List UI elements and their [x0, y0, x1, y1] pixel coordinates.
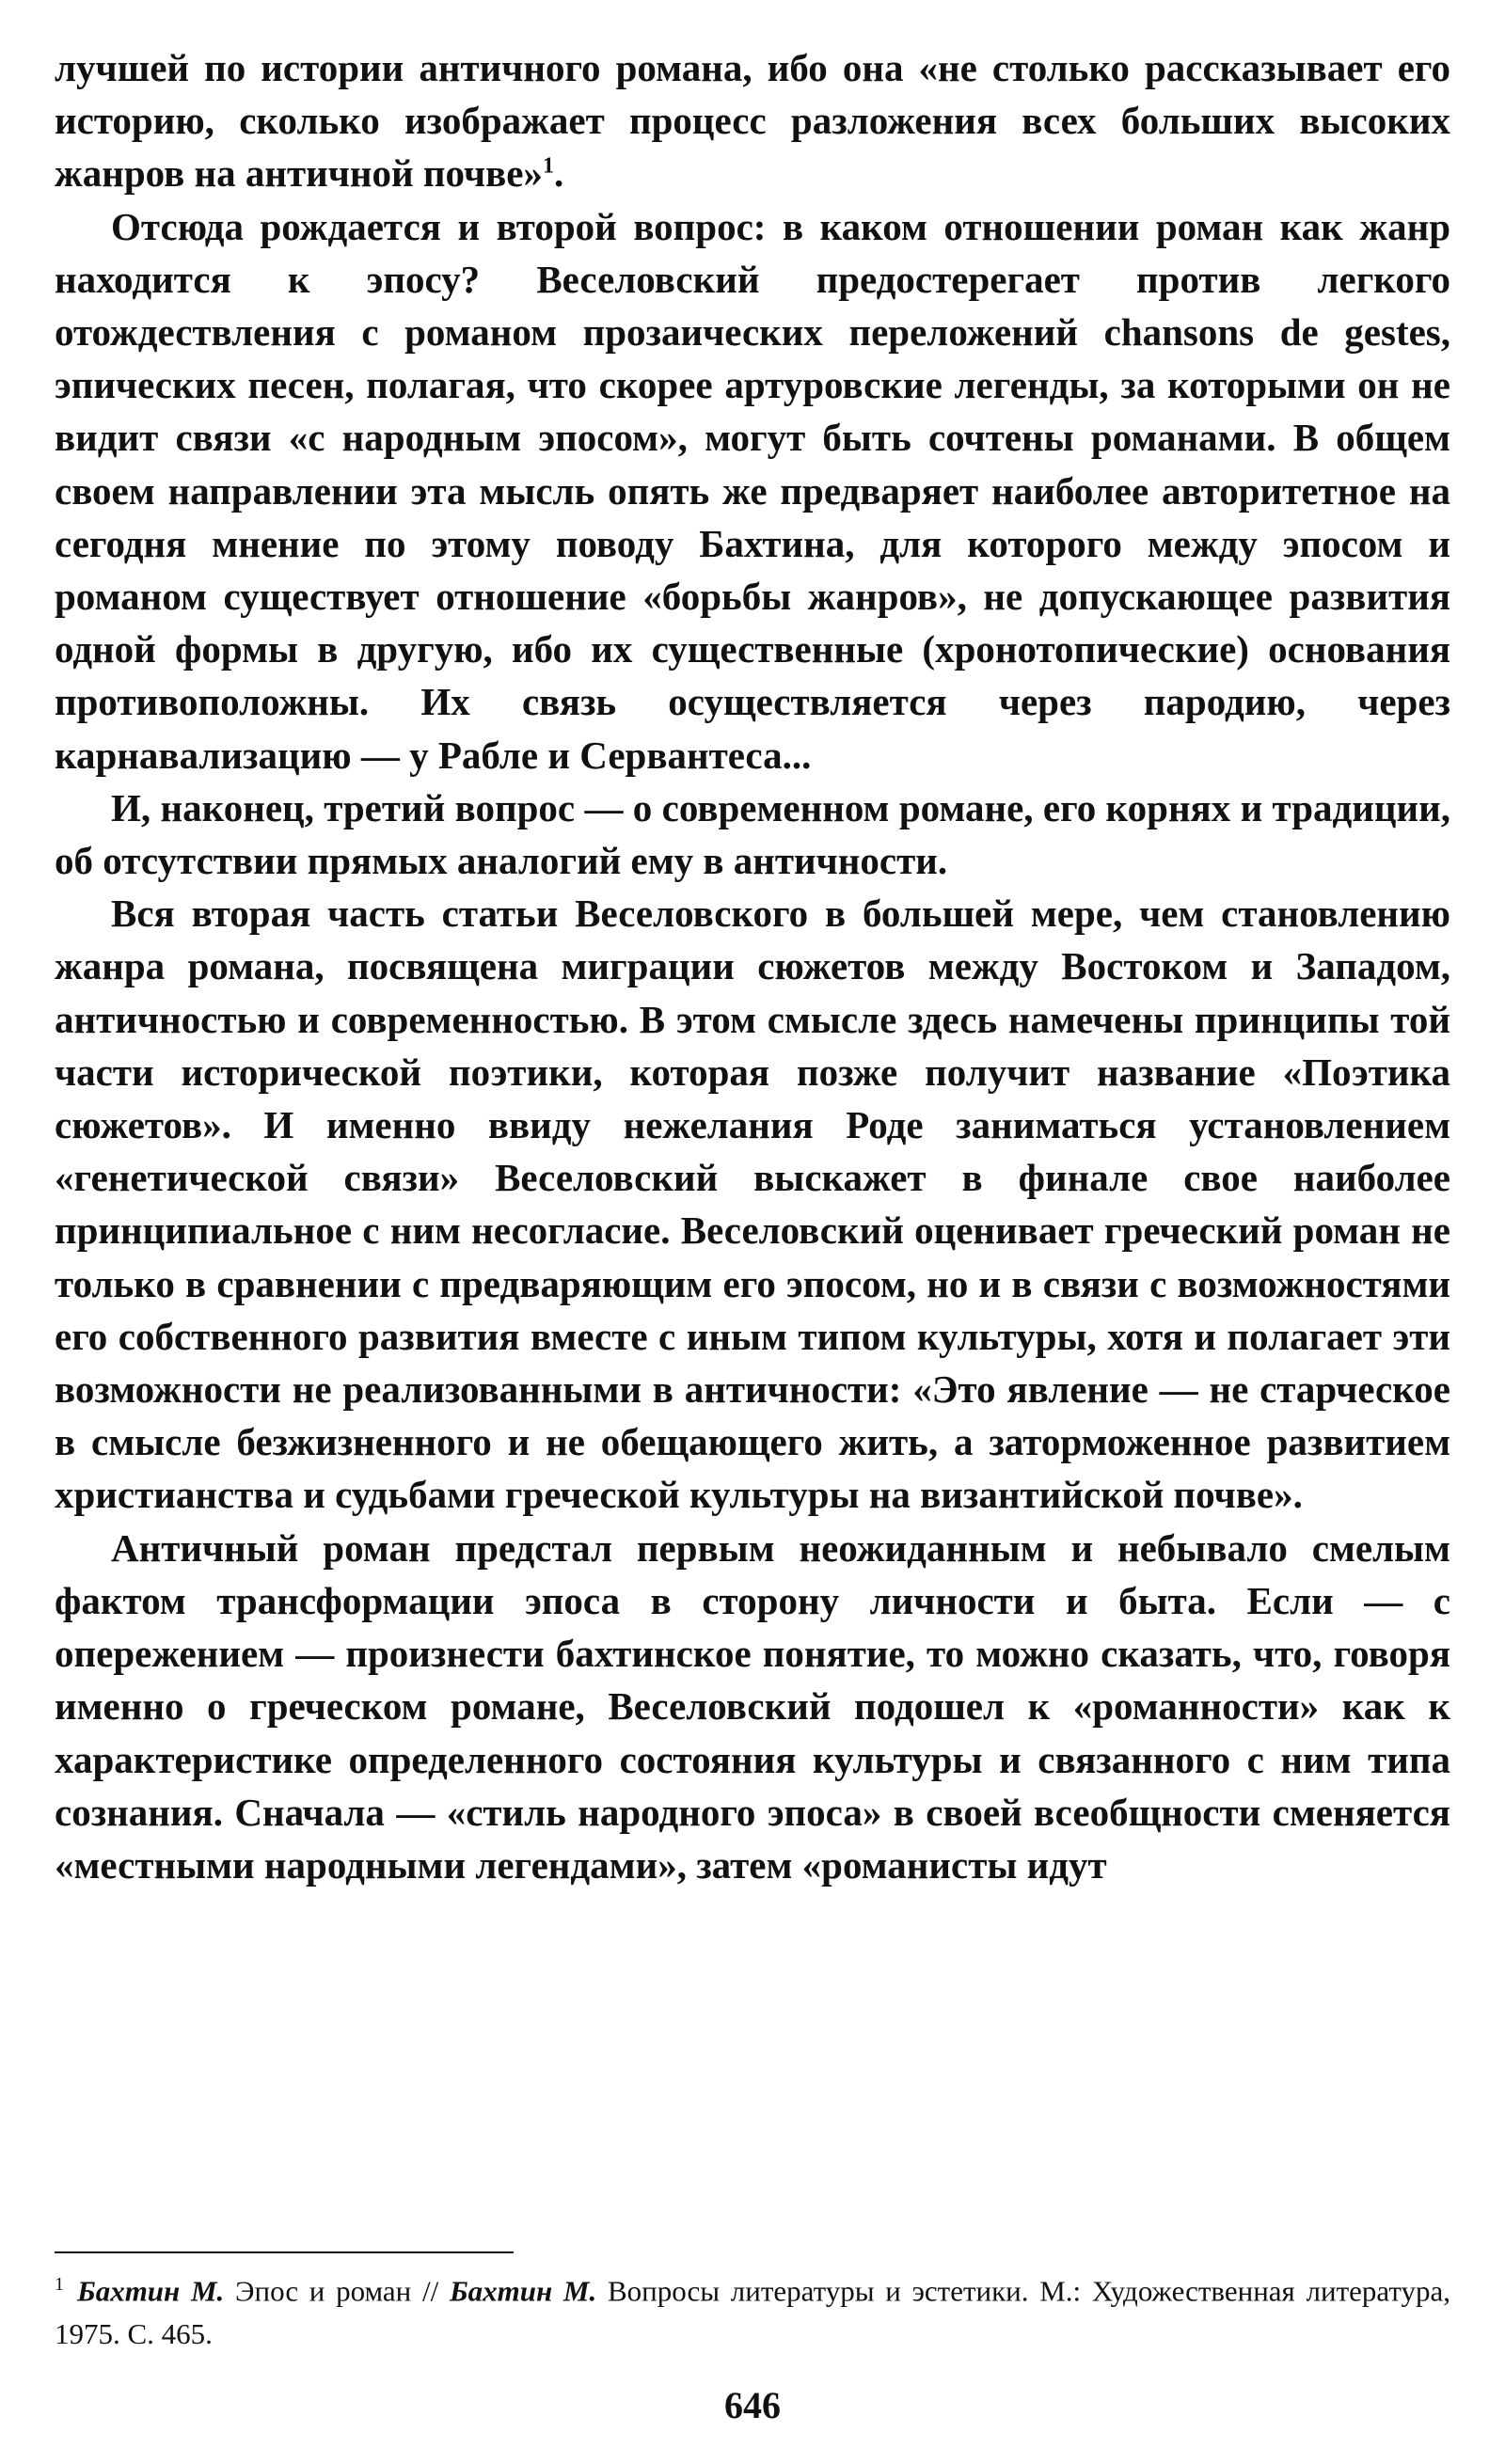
footnote-ref[interactable]: 1 [542, 153, 554, 179]
paragraph-1-end: . [553, 151, 564, 196]
paragraph-4: Вся вторая часть статьи Веселовского в большей мере, чем становлению жанра романа, посвящена миграции сюжетов между Востоком и Западом, античностью и современностью. В этом смысле здесь намечены принципы той части исторической поэтики, которая позже получит название «Поэтика сюжетов». И именно ввиду нежелания Роде заниматься установлением «генетической связи» Веселовский выскажет в финале свое наиболее принципиальное с ним несогласие. Веселовский оценивает греческий роман не только в сравнении с предваряющим его эпосом, но и в связи с возможностями его собственного развития вместе с иным типом культуры, хотя и полагает эти возможности не реализованными в античности: «Это явление — не старческое в смысле безжизненного и не обещающего жить, а заторможенное развитием христианства и судьбами греческой культуры на византийской почве». [55, 892, 1450, 1517]
page-number: 646 [724, 2384, 781, 2426]
paragraph-1-text: лучшей по истории античного романа, ибо она «не столько рассказывает его историю, сколько изображает процесс разложения всех больших высоких жанров на античной почве» [55, 46, 1450, 196]
paragraph-5: Античный роман предстал первым неожиданным и небывало смелым фактом трансформации эпоса в сторону личности и быта. Если — с опережением — произнести бахтинское понятие, то можно сказать, что, говоря именно о греческом романе, Веселовский подошел к «романности» как к характеристике определенного состояния культуры и связанного с ним типа сознания. Сначала — «стиль народного эпоса» в своей всеобщности сменяется «местными народными легендами», затем «романисты идут [55, 1525, 1450, 1887]
footnote-mark: 1 [55, 2274, 64, 2295]
paragraph-3: И, наконец, третий вопрос — о современном романе, его корнях и традиции, об отсутствии прямых аналогий ему в античности. [55, 785, 1450, 883]
footnote-author: Бахтин М. [77, 2274, 225, 2308]
main-text [55, 41, 1450, 1891]
footnote-divider [55, 2251, 514, 2253]
footnote-source: Вопросы литературы и эстетики. М.: Художественная литература, 1975. С. 465. [55, 2274, 1451, 2351]
footnote-author-2: Бахтин М. [449, 2274, 597, 2308]
footnote-1 [55, 2263, 1450, 2356]
footnote-title: Эпос и роман // [224, 2274, 450, 2308]
paragraph-1 [55, 41, 1450, 200]
footnote-area [55, 2251, 1450, 2356]
paragraph-2: Отсюда рождается и второй вопрос: в каком отношении роман как жанр находится к эпосу? Веселовский предостерегает против легкого отождествления с романом прозаических переложений chansons de gestes, эпических песен, полагая, что скорее артуровские легенды, за которыми он не видит связи «с народным эпосом», могут быть сочтены романами. В общем своем направлении эта мысль опять же предваряет наиболее авторитетное на сегодня мнение по этому поводу Бахтина, для которого между эпосом и романом существует отношение «борьбы жанров», не допускающее развития одной формы в другую, ибо их существенные (хронотопические) основания противоположны. Их связь осуществляется через пародию, через карнавализацию — у Рабле и Сервантеса... [55, 204, 1450, 777]
